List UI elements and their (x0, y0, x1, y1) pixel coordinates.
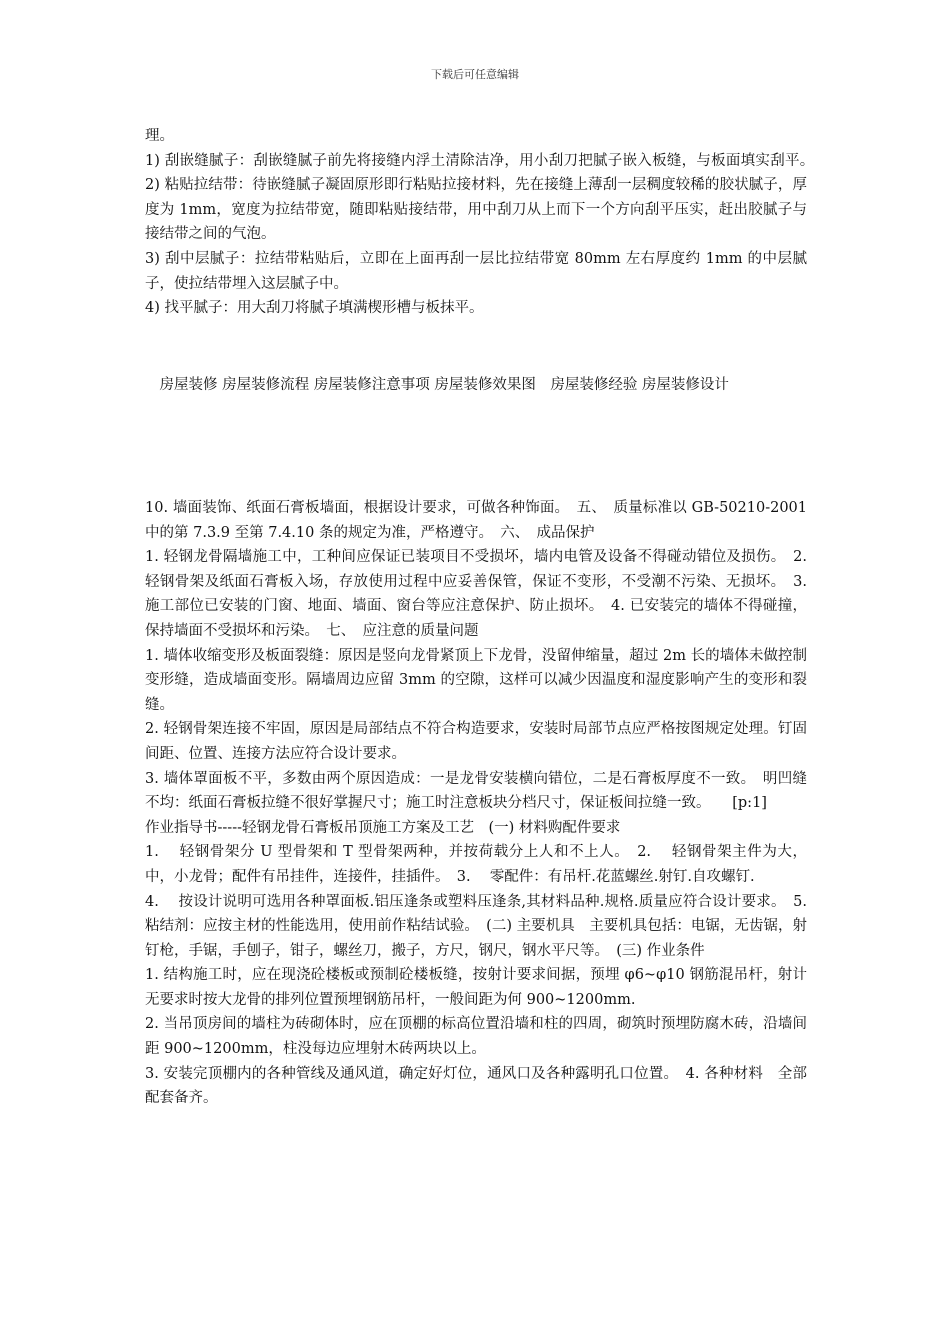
keyword-tags (145, 373, 807, 398)
paragraph: 1. 结构施工时，应在现浇砼楼板或预制砼楼板缝，按射计要求间据，预埋 φ6~φ10 钢筋混吊杆，射计无要求时按大龙骨的排列位置预埋钢筋吊杆，一般间距为何 900~1200mm. (145, 967, 807, 1008)
paragraph: 4) 找平腻子：用大刮刀将腻子填满楔形槽与板抹平。 (145, 300, 484, 317)
paragraph: 2. 当吊顶房间的墙柱为砖砌体时，应在顶棚的标高位置沿墙和柱的四周，砌筑时预埋防腐木砖，沿墙间距 900~1200mm，柱没每边应埋射木砖两块以上。 (145, 1016, 807, 1058)
paragraph: 3. 墙体罩面板不平，多数由两个原因造成：一是龙骨安装横向错位，二是石膏板厚度不一致。 明凹缝不均：纸面石膏板拉缝不很好掌握尺寸；施工时注意板块分档尺寸，保证板间拉缝一致。 [p:1] (145, 770, 807, 812)
paragraph: 1) 刮嵌缝腻子：刮嵌缝腻子前先将接缝内浮土清除洁净，用小刮刀把腻子嵌入板缝，与板面填实刮平。 2) 粘贴拉结带：待嵌缝腻子凝固原形即行粘贴拉接材料，先在接缝上薄刮一层稠度较稀的胶状腻子，厚度为 1mm，宽度为拉结带宽，随即粘贴接结带，用中刮刀从上而下一个方向刮平压实，赶出胶腻子与接结带之间的气泡。 (145, 152, 822, 243)
paragraph: 1. 轻钢骨架分 U 型骨架和 T 型骨架两种，并按荷载分上人和不上人。 2. 轻钢骨架主件为大，中，小龙骨；配件有吊挂件，连接件，挂插件。 3. 零配件：有吊杆.花蓝螺丝.射钉.自攻螺钉. (145, 844, 807, 885)
tags-line: 房屋装修 房屋装修流程 房屋装修注意事项 房屋装修效果图 房屋装修经验 房屋装修设计 (145, 377, 729, 393)
paragraph: 3) 刮中层腻子：拉结带粘贴后，立即在上面再刮一层比拉结带宽 80mm 左右厚度约 1mm 的中层腻子，使拉结带埋入这层腻子中。 (145, 250, 807, 292)
text-section-main (145, 496, 827, 1111)
paragraph: 4. 按设计说明可选用各种罩面板.铝压逢条或塑料压逢条,其材料品种.规格.质量应符合设计要求。 5. 粘结剂：应按主材的性能选用，使用前作粘结试验。 (二) 主要机具 主要机具包括：电锯，无齿锯，射钉枪，手锯，手刨子，钳子，螺丝刀，搬子，方尺，钢尺，钢水平尺等。 (三) 作业条件 (145, 893, 827, 959)
paragraph: 1. 轻钢龙骨隔墙施工中，工种间应保证已装项目不受损坏，墙内电管及设备不得碰动错位及损伤。 2. 轻钢骨架及纸面石膏板入场，存放使用过程中应妥善保管，保证不变形，不受潮不污染、无损坏。 3. 施工部位已安装的门窗、地面、墙面、窗台等应注意保护、防止损坏。 4. 已安装完的墙体不得碰撞，保持墙面不受损坏和污染。 七、 应注意的质量问题 (145, 549, 807, 639)
paragraph: 2. 轻钢骨架连接不牢固，原因是局部结点不符合构造要求，安装时局部节点应严格按图规定处理。钉固间距、位置、连接方法应符合设计要求。 (145, 721, 807, 762)
text-section-top (145, 124, 822, 321)
paragraph: 3. 安装完顶棚内的各种管线及通风道，确定好灯位，通风口及各种露明孔口位置。 4. 各种材料 全部配套备齐。 (145, 1065, 807, 1107)
paragraph: 10. 墙面装饰、纸面石膏板墙面，根据设计要求，可做各种饰面。 五、 质量标准以 GB-50210-2001 中的第 7.3.9 至第 7.4.10 条的规定为准，严格遵守。 六、 成品保护 (145, 500, 807, 541)
page-header: 下载后可任意编辑 (431, 68, 519, 81)
paragraph: 1. 墙体收缩变形及板面裂缝：原因是竖向龙骨紧顶上下龙骨，没留伸缩量，超过 2m 长的墙体未做控制变形缝，造成墙面变形。隔墙周边应留 3mm 的空隙，这样可以减少因温度和湿度影响产生的变形和裂缝。 (145, 647, 807, 713)
paragraph: 作业指导书-----轻钢龙骨石膏板吊顶施工方案及工艺 (一) 材料购配件要求 (145, 819, 621, 836)
paragraph: 理。 (145, 128, 174, 144)
